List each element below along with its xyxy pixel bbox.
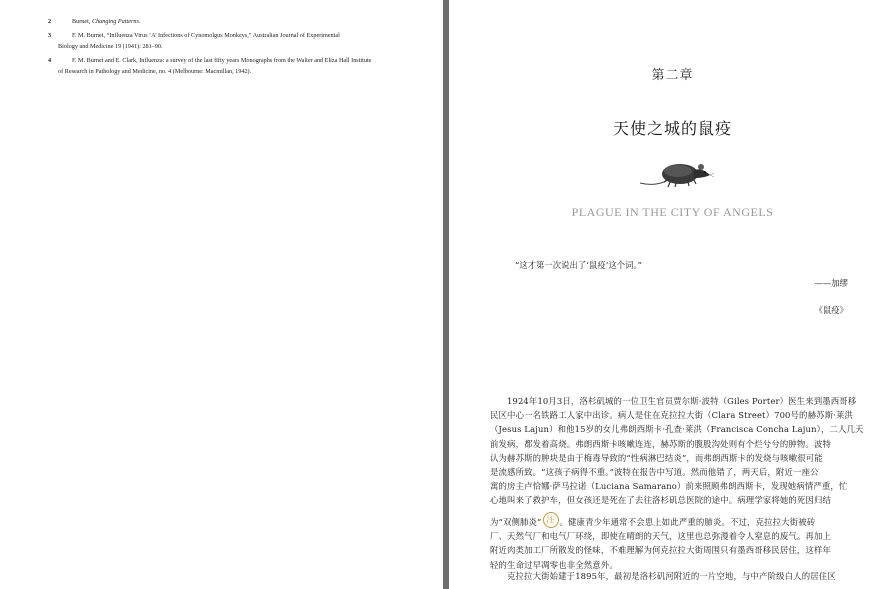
text-line: 克拉拉大街始建于1895年，最初是洛杉矶河附近的一片空地，与中产阶级白人的居住区 [507,571,836,581]
footnote-number: 2 [48,18,52,25]
text-line: 附近肉类加工厂所散发的怪味，不难理解为何克拉拉大街周围只有墨西哥移民居住，这样年 [490,545,831,556]
text-line: （Jesus Lajun）和他15岁的女儿弗朗西斯卡·孔查·莱洪（Francisca Concha Lajun），二人几天 [490,424,864,435]
body-paragraph [490,394,864,508]
text-line: 认为赫苏斯的肿块是由于梅毒导致的“性病淋巴结炎”，而弗朗西斯卡的发烧与咳嗽很可能 [490,452,823,463]
footnote-3 [48,30,408,52]
epigraph-quote: “这才第一次说出了‘鼠疫’这个词。” [515,260,642,270]
footnote-number: 3 [48,32,52,39]
left-page [0,0,443,589]
chapter-label: 第二章 [651,68,694,83]
chapter-title: 天使之城的鼠疫 [612,119,732,138]
right-page [449,0,896,589]
footnote-2 [48,16,140,27]
text-segment: 为“双侧肺炎” [490,517,542,527]
text-line [490,512,861,529]
text-line: 寓的房主卢恰娜·萨马拉诺（Luciana Samarano）前来照顾弗朗西斯卡，发现她病情严重，忙 [490,481,848,492]
footnote-4 [48,55,418,77]
body-paragraph [490,569,861,583]
epigraph-source: 《鼠疫》 [814,305,848,315]
footnote-text: Biology and Medicine 19 (1941): 281–90. [58,43,163,50]
epigraph-author: ——加缪 [814,278,848,288]
text-line: 是流感所致。“这孩子病得不重。”波特在报告中写道。然而他错了，两天后，附近一座公 [490,467,819,478]
footnote-text: of Research in Pathology and Medicine, no. 4 (Melbourne: Macmillan, 1942). [58,68,252,75]
footnote-text: Burnet, [72,18,92,25]
footnote-text: F. M. Burnet and E. Clark, Influenza: a survey of the last fifty years Monographs from the Walter and Eliza Hall Institute [72,57,372,64]
body-paragraph [490,512,861,572]
rat-illustration [634,152,714,192]
footnote-text: . [138,18,141,25]
text-line: 轻的生命过早凋零也非全然意外。 [490,559,618,570]
footnote-text: F. M. Burnet, “Influenza Virus ‘A’ Infections of Cynomolgus Monkeys,” Australian Journal of Experimental [72,32,340,39]
footnote-italic-title: Changing Patterns [91,18,139,25]
text-segment: 。健康青少年通常不会患上如此严重的肺炎。不过，克拉拉大街被砖 [559,517,816,527]
note-badge-icon[interactable]: 注 [543,512,559,528]
text-line: 前发病，都发着高烧。弗朗西斯卡咳嗽连连，赫苏斯的腹股沟处则有个烂兮兮的肿物。波特 [490,438,831,449]
text-line: 心地叫来了救护车，但女孩还是死在了去往洛杉矶总医院的途中。病理学家将她的死因归结 [490,495,831,506]
footnote-number: 4 [48,57,52,64]
text-line: 1924年10月3日，洛杉矶城的一位卫生官员贾尔斯·波特（Giles Porter）医生来到墨西哥移 [507,396,857,406]
text-line: 民区中心一名铁路工人家中出诊。病人是住在克拉拉大街（Clara Street）700号的赫苏斯·莱洪 [490,410,854,421]
english-title: PLAGUE IN THE CITY OF ANGELS [571,205,774,219]
text-line: 厂、天然气厂和电气厂环绕，即使在晴朗的天气，这里也总弥漫着令人窒息的废气。再加上 [490,531,831,542]
